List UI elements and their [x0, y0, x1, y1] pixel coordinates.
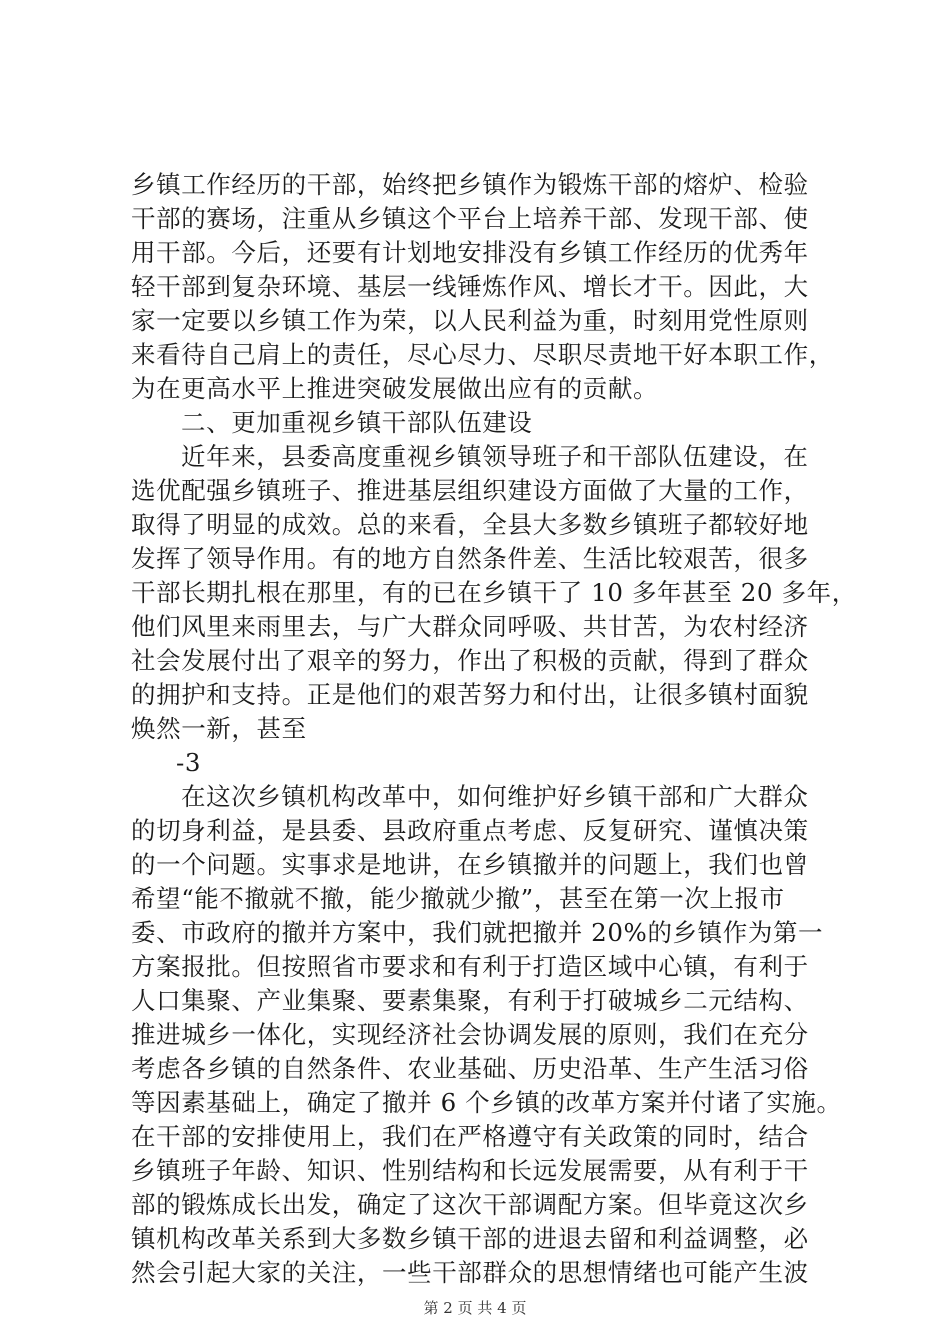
body-line: 家一定要以乡镇工作为荣，以人民利益为重，时刻用党性原则	[131, 306, 809, 335]
page-marker: -3	[176, 748, 202, 777]
body-line: 选优配强乡镇班子、推进基层组织建设方面做了大量的工作，	[131, 476, 809, 505]
body-line: 部的锻炼成长出发，确定了这次干部调配方案。但毕竟这次乡	[131, 1190, 809, 1219]
document-body	[131, 168, 857, 1290]
body-line: 考虑各乡镇的自然条件、农业基础、历史沿革、生产生活习俗	[131, 1054, 809, 1083]
body-line: 的拥护和支持。正是他们的艰苦努力和付出，让很多镇村面貌	[131, 680, 809, 709]
body-line: 取得了明显的成效。总的来看，全县大多数乡镇班子都较好地	[131, 510, 809, 539]
body-line: 然会引起大家的关注，一些干部群众的思想情绪也可能产生波	[131, 1258, 809, 1287]
body-line: 乡镇班子年龄、知识、性别结构和长远发展需要，从有利于干	[131, 1156, 809, 1185]
body-line: 用干部。今后，还要有计划地安排没有乡镇工作经历的优秀年	[131, 238, 809, 267]
body-line: 等因素基础上，确定了撤并 6 个乡镇的改革方案并付诸了实施。	[131, 1088, 842, 1117]
body-line: 的切身利益，是县委、县政府重点考虑、反复研究、谨慎决策	[131, 816, 809, 845]
body-line: 焕然一新，甚至	[131, 714, 307, 743]
page-footer: 第 2 页 共 4 页	[423, 1299, 527, 1317]
body-line: 委、市政府的撤并方案中，我们就把撤并 20%的乡镇作为第一	[131, 918, 824, 947]
body-line: 在这次乡镇机构改革中，如何维护好乡镇干部和广大群众	[181, 782, 809, 811]
body-line: 发挥了领导作用。有的地方自然条件差、生活比较艰苦，很多	[131, 544, 809, 573]
body-line: 乡镇工作经历的干部，始终把乡镇作为锻炼干部的熔炉、检验	[131, 170, 809, 199]
body-line: 推进城乡一体化，实现经济社会协调发展的原则，我们在充分	[131, 1020, 809, 1049]
body-line: 干部的赛场，注重从乡镇这个平台上培养干部、发现干部、使	[131, 204, 809, 233]
body-line: 来看待自己肩上的责任，尽心尽力、尽职尽责地干好本职工作，	[131, 340, 834, 369]
body-line: 方案报批。但按照省市要求和有利于打造区域中心镇，有利于	[131, 952, 809, 981]
body-line: 镇机构改革关系到大多数乡镇干部的进退去留和利益调整，必	[131, 1224, 809, 1253]
section-heading: 二、更加重视乡镇干部队伍建设	[181, 408, 533, 437]
body-line: 轻干部到复杂环境、基层一线锤炼作风、增长才干。因此，大	[131, 272, 809, 301]
body-line: 他们风里来雨里去，与广大群众同呼吸、共甘苦，为农村经济	[131, 612, 809, 641]
body-line: 社会发展付出了艰辛的努力，作出了积极的贡献，得到了群众	[131, 646, 809, 675]
body-line: 在干部的安排使用上，我们在严格遵守有关政策的同时，结合	[131, 1122, 809, 1151]
body-line: 希望“能不撤就不撤，能少撤就少撤”，甚至在第一次上报市	[131, 884, 785, 913]
body-line: 干部长期扎根在那里，有的已在乡镇干了 10 多年甚至 20 多年，	[131, 578, 857, 607]
body-line: 为在更高水平上推进突破发展做出应有的贡献。	[131, 374, 659, 403]
body-line: 的一个问题。实事求是地讲，在乡镇撤并的问题上，我们也曾	[131, 850, 809, 879]
body-line: 人口集聚、产业集聚、要素集聚，有利于打破城乡二元结构、	[131, 986, 809, 1015]
body-line: 近年来，县委高度重视乡镇领导班子和干部队伍建设，在	[181, 442, 809, 471]
